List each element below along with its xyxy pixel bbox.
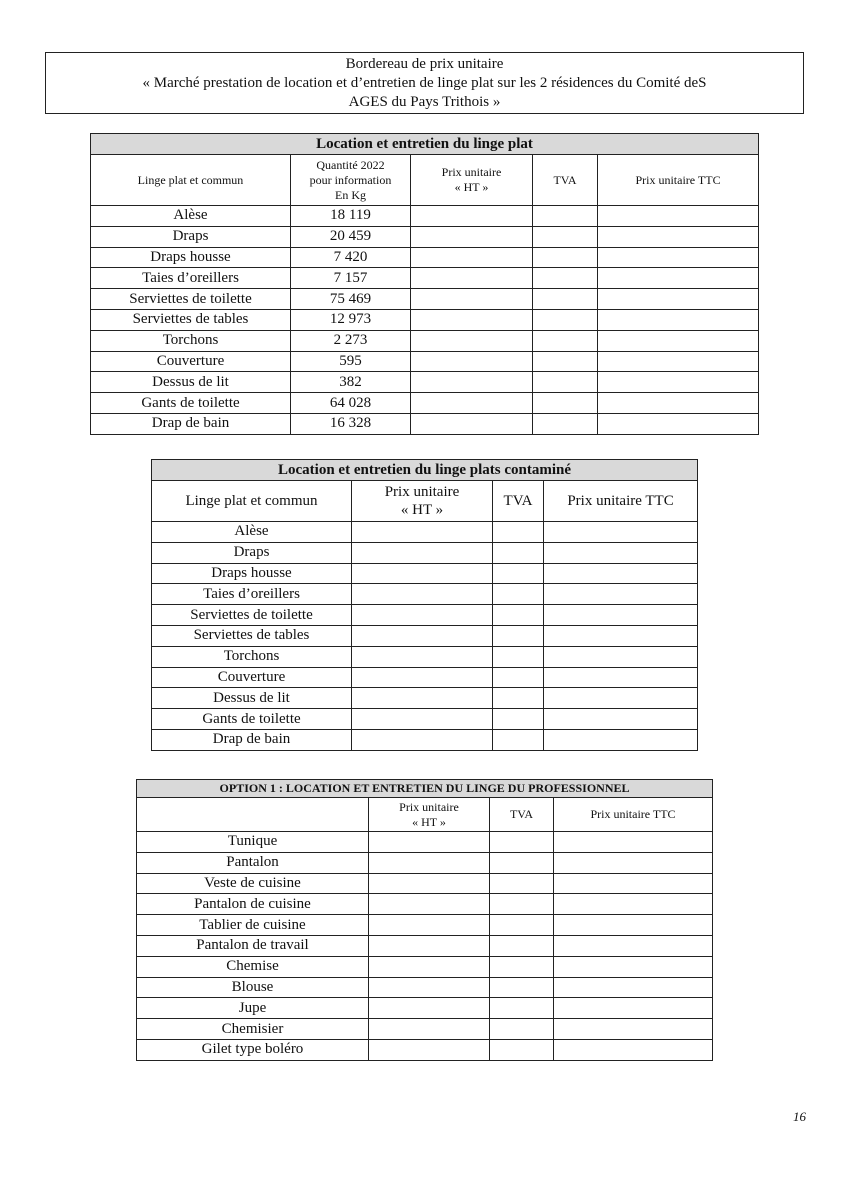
item-label: Couverture bbox=[91, 351, 291, 372]
column-header-price-ht bbox=[369, 798, 490, 832]
item-label: Blouse bbox=[137, 977, 369, 998]
price-ht-cell[interactable] bbox=[352, 646, 493, 667]
price-ht-cell[interactable] bbox=[411, 351, 533, 372]
price-ttc-cell[interactable] bbox=[544, 646, 698, 667]
table-row bbox=[91, 330, 759, 351]
price-ttc-cell[interactable] bbox=[554, 1039, 713, 1060]
tva-cell[interactable] bbox=[490, 998, 554, 1019]
table-linge-plat bbox=[90, 133, 759, 435]
price-ttc-cell[interactable] bbox=[598, 309, 759, 330]
column-header-price-ht-line2: « HT » bbox=[412, 814, 446, 829]
item-label: Dessus de lit bbox=[91, 372, 291, 393]
price-ht-cell[interactable] bbox=[352, 688, 493, 709]
price-ht-cell[interactable] bbox=[369, 894, 490, 915]
table-row bbox=[91, 393, 759, 414]
item-label: Draps housse bbox=[91, 247, 291, 268]
price-ht-cell[interactable] bbox=[369, 832, 490, 853]
price-ht-cell[interactable] bbox=[411, 393, 533, 414]
item-label: Serviettes de toilette bbox=[91, 289, 291, 310]
column-header-quantity-line1: Quantité 2022 bbox=[316, 157, 385, 172]
table-row bbox=[91, 372, 759, 393]
price-ht-cell[interactable] bbox=[411, 413, 533, 434]
column-header-tva: TVA bbox=[490, 798, 554, 832]
table-row bbox=[137, 852, 713, 873]
quantity-value: 64 028 bbox=[291, 393, 411, 414]
tva-cell[interactable] bbox=[533, 309, 598, 330]
price-ht-cell[interactable] bbox=[352, 605, 493, 626]
quantity-value: 75 469 bbox=[291, 289, 411, 310]
tva-cell[interactable] bbox=[533, 268, 598, 289]
tva-cell[interactable] bbox=[490, 1019, 554, 1040]
table-title: Location et entretien du linge plat bbox=[91, 134, 759, 155]
header-line-1: Bordereau de prix unitaire bbox=[345, 56, 504, 72]
price-ht-cell[interactable] bbox=[369, 935, 490, 956]
price-ht-cell[interactable] bbox=[369, 1039, 490, 1060]
table-row bbox=[91, 289, 759, 310]
tva-cell[interactable] bbox=[533, 351, 598, 372]
item-label: Pantalon bbox=[137, 852, 369, 873]
column-header-tva: TVA bbox=[533, 155, 598, 206]
tva-cell[interactable] bbox=[490, 1039, 554, 1060]
table-title: OPTION 1 : LOCATION ET ENTRETIEN DU LINGE DU PROFESSIONNEL bbox=[137, 780, 713, 798]
tva-cell[interactable] bbox=[490, 956, 554, 977]
quantity-value: 18 119 bbox=[291, 206, 411, 227]
price-ttc-cell[interactable] bbox=[554, 832, 713, 853]
item-label: Serviettes de tables bbox=[152, 625, 352, 646]
tva-cell[interactable] bbox=[493, 563, 544, 584]
item-label: Taies d’oreillers bbox=[152, 584, 352, 605]
tva-cell[interactable] bbox=[493, 542, 544, 563]
price-ht-cell[interactable] bbox=[352, 522, 493, 543]
table-row bbox=[137, 1039, 713, 1060]
column-header-price-ht-line2: « HT » bbox=[400, 502, 444, 518]
tva-cell[interactable] bbox=[533, 372, 598, 393]
item-label: Drap de bain bbox=[152, 729, 352, 750]
item-label: Taies d’oreillers bbox=[91, 268, 291, 289]
table-row bbox=[152, 605, 698, 626]
table-row bbox=[91, 247, 759, 268]
price-ht-cell[interactable] bbox=[411, 268, 533, 289]
tva-cell[interactable] bbox=[493, 522, 544, 543]
table-row bbox=[137, 935, 713, 956]
price-ttc-cell[interactable] bbox=[554, 956, 713, 977]
tva-cell[interactable] bbox=[533, 226, 598, 247]
header-line-2: « Marché prestation de location et d’entretien de linge plat sur les 2 résidences du Comité deS bbox=[142, 75, 707, 91]
quantity-value: 7 157 bbox=[291, 268, 411, 289]
table-linge-contamine bbox=[151, 459, 698, 751]
price-ttc-cell[interactable] bbox=[544, 729, 698, 750]
table-row bbox=[152, 584, 698, 605]
table-row bbox=[137, 977, 713, 998]
item-label: Veste de cuisine bbox=[137, 873, 369, 894]
price-ttc-cell[interactable] bbox=[544, 667, 698, 688]
price-ttc-cell[interactable] bbox=[554, 1019, 713, 1040]
tva-cell[interactable] bbox=[493, 605, 544, 626]
quantity-value: 16 328 bbox=[291, 413, 411, 434]
item-label: Serviettes de toilette bbox=[152, 605, 352, 626]
column-header-price-ht-line1: Prix unitaire bbox=[441, 165, 502, 179]
price-ht-cell[interactable] bbox=[352, 625, 493, 646]
price-ttc-cell[interactable] bbox=[554, 873, 713, 894]
column-header-price-ht-line2: « HT » bbox=[454, 180, 489, 194]
item-label: Tablier de cuisine bbox=[137, 915, 369, 936]
price-ht-cell[interactable] bbox=[411, 226, 533, 247]
price-ht-cell[interactable] bbox=[352, 709, 493, 730]
column-header-item: Linge plat et commun bbox=[152, 481, 352, 522]
quantity-value: 20 459 bbox=[291, 226, 411, 247]
price-ht-cell[interactable] bbox=[411, 330, 533, 351]
price-ttc-cell[interactable] bbox=[554, 894, 713, 915]
tva-cell[interactable] bbox=[533, 289, 598, 310]
column-header-item bbox=[137, 798, 369, 832]
table-row bbox=[152, 522, 698, 543]
column-header-quantity-line2: pour information bbox=[309, 172, 392, 187]
column-header-price-ht-line1: Prix unitaire bbox=[384, 484, 460, 500]
price-ttc-cell[interactable] bbox=[598, 330, 759, 351]
price-ttc-cell[interactable] bbox=[544, 584, 698, 605]
price-ttc-cell[interactable] bbox=[554, 998, 713, 1019]
table-row bbox=[91, 226, 759, 247]
item-label: Torchons bbox=[152, 646, 352, 667]
item-label: Serviettes de tables bbox=[91, 309, 291, 330]
tva-cell[interactable] bbox=[493, 729, 544, 750]
item-label: Jupe bbox=[137, 998, 369, 1019]
price-ttc-cell[interactable] bbox=[598, 206, 759, 227]
price-ht-cell[interactable] bbox=[369, 1019, 490, 1040]
table-row bbox=[152, 688, 698, 709]
table-row bbox=[137, 873, 713, 894]
table-option-1-professionnel bbox=[136, 779, 713, 1061]
table-row bbox=[152, 563, 698, 584]
price-ttc-cell[interactable] bbox=[598, 372, 759, 393]
item-label: Draps housse bbox=[152, 563, 352, 584]
table-row bbox=[137, 1019, 713, 1040]
table-row bbox=[91, 268, 759, 289]
tva-cell[interactable] bbox=[533, 330, 598, 351]
price-ttc-cell[interactable] bbox=[554, 852, 713, 873]
price-ttc-cell[interactable] bbox=[598, 351, 759, 372]
tva-cell[interactable] bbox=[490, 852, 554, 873]
tva-cell[interactable] bbox=[533, 247, 598, 268]
price-ht-cell[interactable] bbox=[369, 998, 490, 1019]
column-header-price-ttc: Prix unitaire TTC bbox=[544, 481, 698, 522]
price-ht-cell[interactable] bbox=[352, 667, 493, 688]
price-ttc-cell[interactable] bbox=[544, 688, 698, 709]
price-ht-cell[interactable] bbox=[352, 563, 493, 584]
price-ttc-cell[interactable] bbox=[554, 915, 713, 936]
table-row bbox=[152, 646, 698, 667]
price-ht-cell[interactable] bbox=[369, 956, 490, 977]
price-ttc-cell[interactable] bbox=[598, 268, 759, 289]
price-ttc-cell[interactable] bbox=[554, 977, 713, 998]
price-ht-cell[interactable] bbox=[411, 206, 533, 227]
price-ttc-cell[interactable] bbox=[598, 226, 759, 247]
table-row bbox=[91, 413, 759, 434]
price-ht-cell[interactable] bbox=[369, 977, 490, 998]
table-row bbox=[137, 915, 713, 936]
item-label: Draps bbox=[91, 226, 291, 247]
table-row bbox=[91, 351, 759, 372]
price-ht-cell[interactable] bbox=[411, 309, 533, 330]
tva-cell[interactable] bbox=[490, 935, 554, 956]
quantity-value: 382 bbox=[291, 372, 411, 393]
price-ht-cell[interactable] bbox=[369, 915, 490, 936]
table-row bbox=[137, 832, 713, 853]
price-ttc-cell[interactable] bbox=[544, 522, 698, 543]
item-label: Couverture bbox=[152, 667, 352, 688]
price-ht-cell[interactable] bbox=[352, 584, 493, 605]
tva-cell[interactable] bbox=[493, 667, 544, 688]
document-header bbox=[45, 52, 804, 114]
quantity-value: 2 273 bbox=[291, 330, 411, 351]
tva-cell[interactable] bbox=[533, 413, 598, 434]
column-header-item: Linge plat et commun bbox=[91, 155, 291, 206]
tva-cell[interactable] bbox=[493, 584, 544, 605]
table-row bbox=[91, 309, 759, 330]
table-row bbox=[137, 894, 713, 915]
item-label: Draps bbox=[152, 542, 352, 563]
item-label: Gilet type boléro bbox=[137, 1039, 369, 1060]
item-label: Chemise bbox=[137, 956, 369, 977]
tva-cell[interactable] bbox=[493, 709, 544, 730]
item-label: Dessus de lit bbox=[152, 688, 352, 709]
table-row bbox=[91, 206, 759, 227]
table-row bbox=[152, 729, 698, 750]
tva-cell[interactable] bbox=[533, 393, 598, 414]
tva-cell[interactable] bbox=[533, 206, 598, 227]
price-ttc-cell[interactable] bbox=[544, 542, 698, 563]
price-ttc-cell[interactable] bbox=[598, 413, 759, 434]
price-ttc-cell[interactable] bbox=[598, 393, 759, 414]
item-label: Pantalon de travail bbox=[137, 935, 369, 956]
price-ht-cell[interactable] bbox=[411, 247, 533, 268]
price-ttc-cell[interactable] bbox=[598, 247, 759, 268]
tva-cell[interactable] bbox=[490, 894, 554, 915]
header-line-3: AGES du Pays Trithois » bbox=[348, 94, 501, 110]
tva-cell[interactable] bbox=[490, 873, 554, 894]
column-header-quantity bbox=[291, 155, 411, 206]
column-header-price-ht bbox=[411, 155, 533, 206]
item-label: Chemisier bbox=[137, 1019, 369, 1040]
item-label: Gants de toilette bbox=[91, 393, 291, 414]
quantity-value: 595 bbox=[291, 351, 411, 372]
table-title: Location et entretien du linge plats contaminé bbox=[152, 460, 698, 481]
column-header-price-ttc: Prix unitaire TTC bbox=[554, 798, 713, 832]
table-row bbox=[137, 956, 713, 977]
table-row bbox=[152, 709, 698, 730]
price-ttc-cell[interactable] bbox=[554, 935, 713, 956]
column-header-price-ht-line1: Prix unitaire bbox=[399, 799, 459, 814]
table-row bbox=[152, 667, 698, 688]
item-label: Alèse bbox=[91, 206, 291, 227]
price-ttc-cell[interactable] bbox=[544, 563, 698, 584]
column-header-price-ttc: Prix unitaire TTC bbox=[598, 155, 759, 206]
price-ttc-cell[interactable] bbox=[544, 605, 698, 626]
column-header-quantity-line3: En Kg bbox=[335, 187, 366, 202]
column-header-tva: TVA bbox=[493, 481, 544, 522]
item-label: Pantalon de cuisine bbox=[137, 894, 369, 915]
tva-cell[interactable] bbox=[490, 977, 554, 998]
tva-cell[interactable] bbox=[493, 688, 544, 709]
price-ttc-cell[interactable] bbox=[544, 625, 698, 646]
tva-cell[interactable] bbox=[490, 915, 554, 936]
price-ht-cell[interactable] bbox=[369, 873, 490, 894]
item-label: Alèse bbox=[152, 522, 352, 543]
price-ht-cell[interactable] bbox=[411, 289, 533, 310]
table-row bbox=[137, 998, 713, 1019]
tva-cell[interactable] bbox=[493, 625, 544, 646]
price-ttc-cell[interactable] bbox=[544, 709, 698, 730]
item-label: Gants de toilette bbox=[152, 709, 352, 730]
price-ht-cell[interactable] bbox=[369, 852, 490, 873]
page-number: 16 bbox=[793, 1109, 806, 1124]
item-label: Tunique bbox=[137, 832, 369, 853]
price-ht-cell[interactable] bbox=[411, 372, 533, 393]
tva-cell[interactable] bbox=[490, 832, 554, 853]
quantity-value: 7 420 bbox=[291, 247, 411, 268]
price-ht-cell[interactable] bbox=[352, 729, 493, 750]
column-header-price-ht bbox=[352, 481, 493, 522]
item-label: Drap de bain bbox=[91, 413, 291, 434]
price-ht-cell[interactable] bbox=[352, 542, 493, 563]
item-label: Torchons bbox=[91, 330, 291, 351]
tva-cell[interactable] bbox=[493, 646, 544, 667]
quantity-value: 12 973 bbox=[291, 309, 411, 330]
table-row bbox=[152, 625, 698, 646]
table-row bbox=[152, 542, 698, 563]
price-ttc-cell[interactable] bbox=[598, 289, 759, 310]
